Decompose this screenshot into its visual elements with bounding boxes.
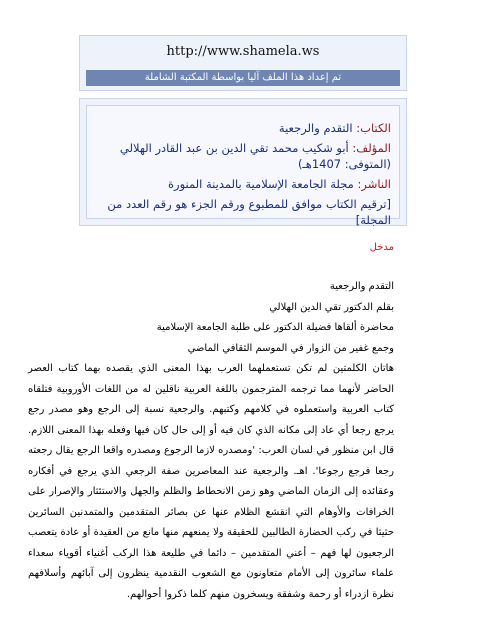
body-line: محاضرة ألقاها فضيلة الدكتور على طلبة الجامعة الإسلامية xyxy=(156,322,394,333)
book-info-box xyxy=(79,98,407,226)
publisher-value: مجلة الجامعة الإسلامية بالمدينة المنورة xyxy=(168,177,354,191)
generation-note: تم إعداد هذا الملف آليا بواسطة المكتبة الشاملة xyxy=(86,70,400,86)
publisher-line xyxy=(95,176,391,192)
publisher-key: الناشر: xyxy=(357,177,391,191)
body-line: التقدم والرجعية xyxy=(329,281,394,292)
book-title-value: التقدم والرجعية xyxy=(278,121,353,135)
body-line: وجمع غفير من الزوار في الموسم الثقافي الماضي xyxy=(187,342,394,354)
numbering-note: [ترقيم الكتاب موافق للمطبوع ورقم الجزء هو رقم العدد من المجلة] xyxy=(107,197,391,227)
body-text xyxy=(28,277,394,605)
source-banner xyxy=(79,35,407,91)
author-line xyxy=(95,140,391,172)
source-url[interactable]: http://www.shamela.ws xyxy=(166,44,320,59)
book-info-inner xyxy=(86,105,400,227)
book-title-key: الكتاب: xyxy=(356,121,391,135)
book-title-line xyxy=(95,120,391,136)
author-value: أبو شكيب محمد تقي الدين بن عبد القادر الهلالي (المتوفى: 1407هـ) xyxy=(119,141,391,171)
author-key: المؤلف: xyxy=(352,141,391,155)
section-heading: مدخل xyxy=(369,242,394,253)
body-paragraph: هاتان الكلمتين لم تكن تستعملهما العرب بهذا المعنى الذي يقصده بهما كتاب العصر الحاضر لأنهما مما ترجمه المترجمون باللغة العربية ناقلين له من اللغات الأوروبية فتلقاه كتاب العربية واستعملوه في كلامهم وكتبهم. والرجعية نسبة إلى الرجع وهو مصدر رجع يرجع رجعا أي عاد إلى مكانه الذي كان فيه أو إلى حال كان فيها وفعله بهذا المعنى اللازم. قال ابن منظور في لسان العرب: 'ومصدره لازما الرجوع ومصدره واقعا الرجع يقال رجعته رجعا فرجع رجوعا'. اهـ. والرجعية عند المعاصرين صفة الرجعي الذي يرجع في أفكاره وعقائده إلى الزمان الماضي وهو زمن الانحطاط والظلم والجهل والاستئثار والإصرار على الخرافات والأوهام التي انقشع الظلام عنها عن بصائر المتقدمين والمتمدنين السائرين حثيثا في ركب الحضارة الطالبين للحقيقة ولا يمنعهم منها مانع من العقيدة أو عادة يتعصب الرجعيون لها فهم – أعني المتقدمين – دائما في طليعة هذا الركب أغنياء أقوياء سعداء علماء سائرون إلى الأمام متعاونون مع الشعوب النقدمية ينظرون إلى آبائهم وأسلافهم نظرة ازدراء أو رحمة وشفقة ويسخرون منهم كلما ذكروا أحوالهم. xyxy=(28,363,394,600)
body-line: بقلم الدكتور تقي الدين الهلالي xyxy=(269,301,394,313)
